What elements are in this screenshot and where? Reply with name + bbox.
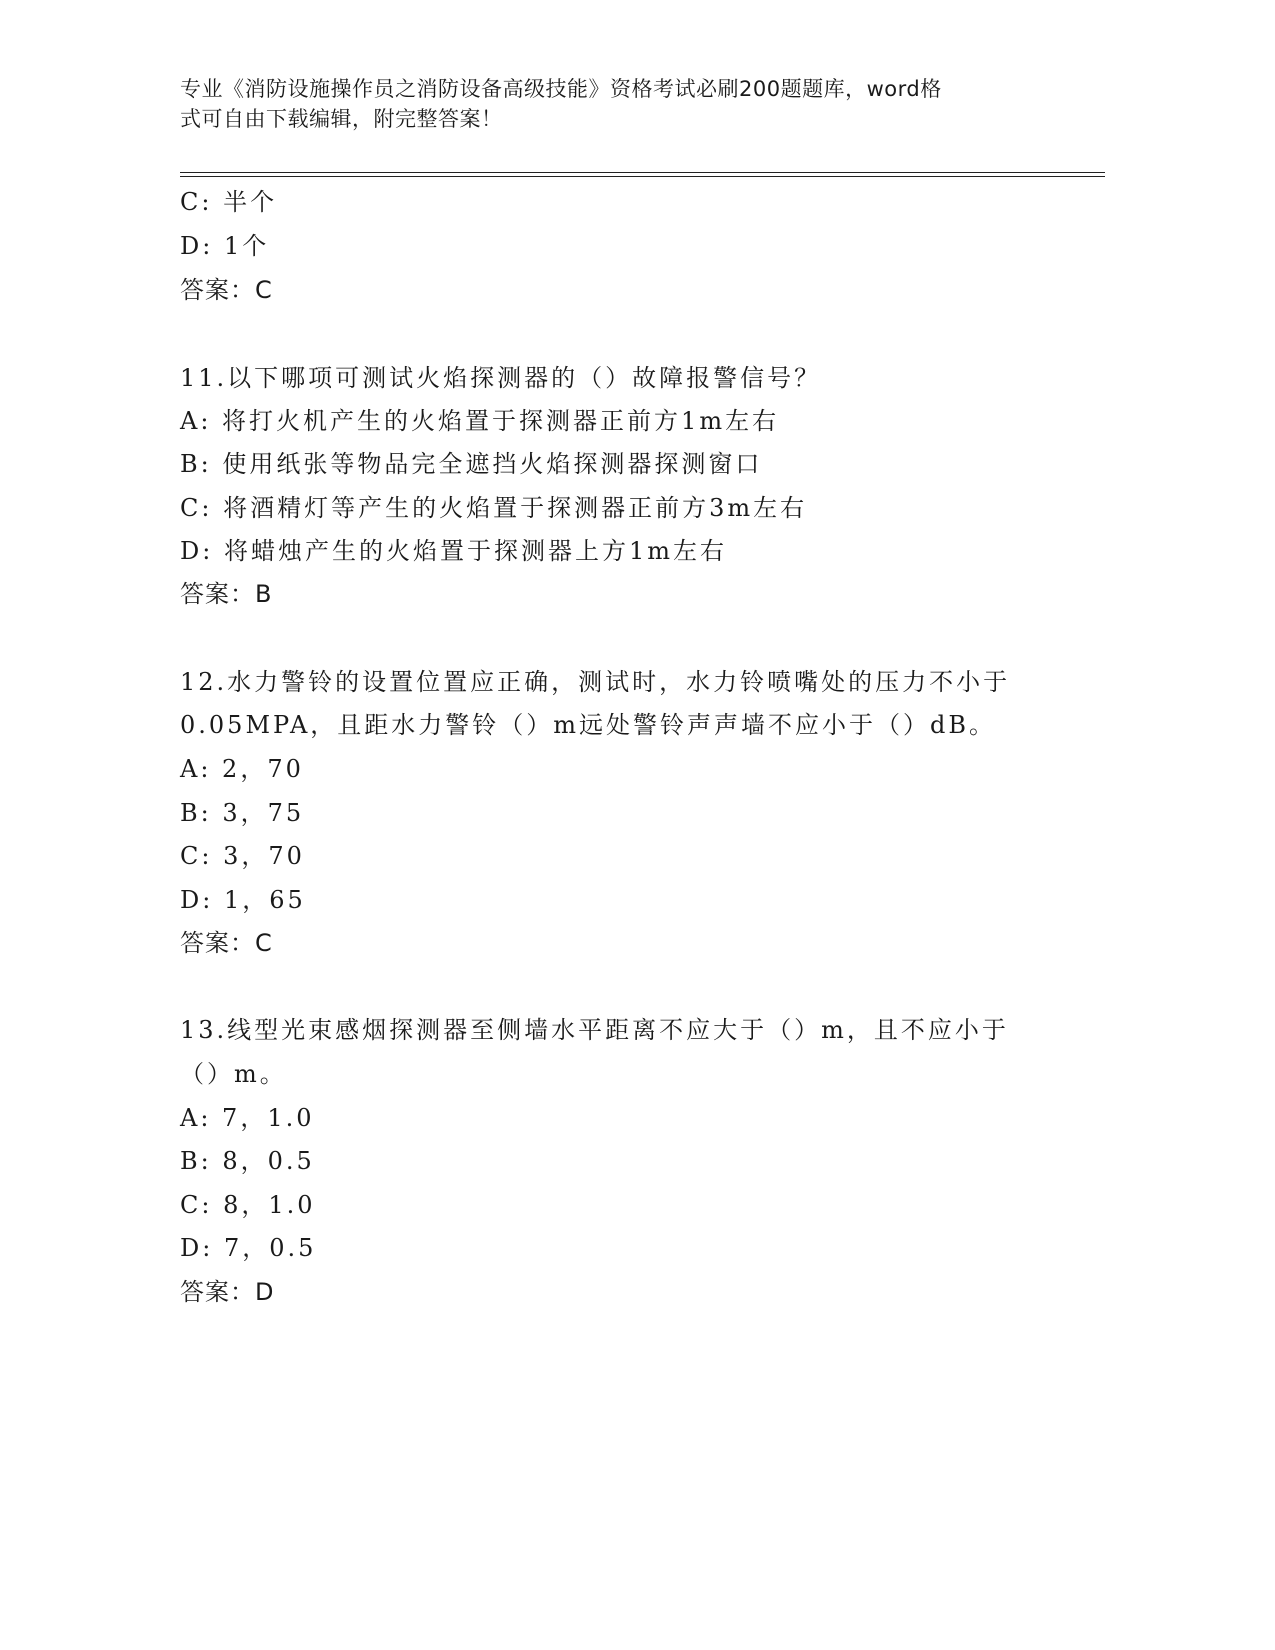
- answer-value: B: [255, 580, 273, 608]
- header-line-1: 专业《消防设施操作员之消防设备高级技能》资格考试必刷200题题库，word格: [180, 77, 942, 101]
- answer-value: D: [255, 1278, 275, 1306]
- q12-option-d: D: 1，65: [180, 886, 306, 914]
- answer-label: 答案：: [180, 580, 255, 608]
- q13-option-d: D: 7，0.5: [180, 1234, 317, 1262]
- q13-stem-line-1: 13.线型光束感烟探测器至侧墙水平距离不应大于（）m，且不应小于: [180, 1016, 1009, 1044]
- answer-value: C: [255, 276, 273, 304]
- q13-answer: [180, 1276, 274, 1308]
- q12-option-b: B: 3，75: [180, 799, 305, 827]
- header-divider-top: [180, 172, 1105, 173]
- prev-option-c: C: 半个: [180, 188, 278, 216]
- document-header: [180, 74, 1040, 134]
- header-line-2: 式可自由下载编辑，附完整答案！: [180, 107, 503, 131]
- answer-label: 答案：: [180, 1278, 255, 1306]
- q11-option-a: A: 将打火机产生的火焰置于探测器正前方1m左右: [180, 407, 780, 435]
- q12-stem-line-1: 12.水力警铃的设置位置应正确，测试时，水力铃喷嘴处的压力不小于: [180, 668, 1011, 696]
- q11-option-d: D: 将蜡烛产生的火焰置于探测器上方1m左右: [180, 537, 727, 565]
- answer-value: C: [255, 929, 273, 957]
- q12-option-a: A: 2，70: [180, 755, 304, 783]
- q12-stem-line-2: 0.05MPA，且距水力警铃（）m远处警铃声声墙不应小于（）dB。: [180, 711, 997, 739]
- q11-option-b: B: 使用纸张等物品完全遮挡火焰探测器探测窗口: [180, 450, 763, 478]
- q13-stem-line-2: （）m。: [180, 1060, 287, 1088]
- header-divider-bottom: [180, 176, 1105, 177]
- prev-answer: [180, 274, 273, 306]
- q13-option-a: A: 7，1.0: [180, 1104, 315, 1132]
- q13-option-c: C: 8，1.0: [180, 1191, 316, 1219]
- q13-option-b: B: 8，0.5: [180, 1147, 315, 1175]
- answer-label: 答案：: [180, 276, 255, 304]
- prev-option-d: D: 1个: [180, 232, 270, 260]
- q11-stem: 11.以下哪项可测试火焰探测器的（）故障报警信号？: [180, 364, 822, 392]
- q12-answer: [180, 927, 273, 959]
- answer-label: 答案：: [180, 929, 255, 957]
- q11-answer: [180, 578, 272, 610]
- q12-option-c: C: 3，70: [180, 842, 305, 870]
- q11-option-c: C: 将酒精灯等产生的火焰置于探测器正前方3m左右: [180, 494, 808, 522]
